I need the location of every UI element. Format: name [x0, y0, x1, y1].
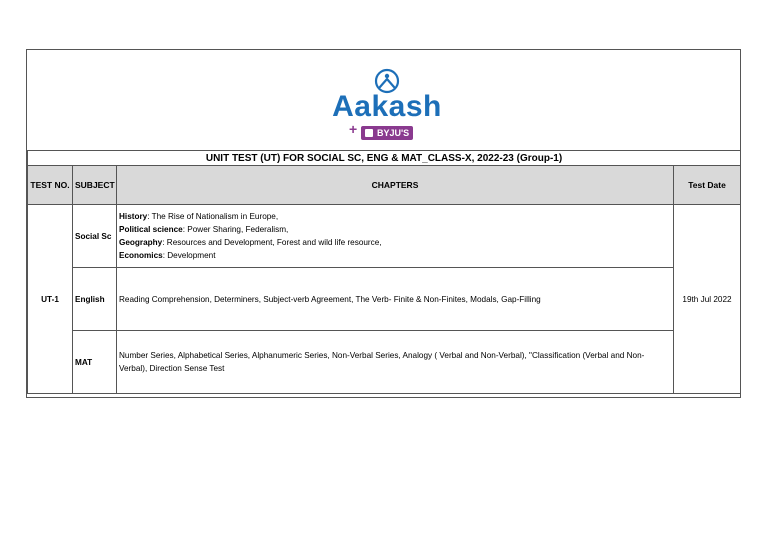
chapter-line [119, 249, 671, 262]
aakash-byjus-logo [327, 68, 447, 146]
chapters-cell [117, 205, 674, 268]
partner-badge [361, 126, 413, 140]
header-row [28, 166, 741, 205]
table-row [28, 268, 741, 331]
table-row [28, 205, 741, 268]
unit-test-table [27, 150, 741, 394]
subject-cell: MAT [73, 331, 117, 394]
page-title: UNIT TEST (UT) FOR SOCIAL SC, ENG & MAT_CLASS-X, 2022-23 (Group-1) [28, 151, 741, 166]
test-date: 19th Jul 2022 [674, 205, 741, 394]
chapter-line [119, 236, 671, 249]
chapter-text: : The Rise of Nationalism in Europe, [147, 212, 279, 221]
chapter-text: : Power Sharing, Federalism, [182, 225, 289, 234]
header-chapters: CHAPTERS [117, 166, 674, 205]
chapter-text: : Development [162, 251, 216, 260]
chapters-cell: Reading Comprehension, Determiners, Subject-verb Agreement, The Verb- Finite & Non-Finites, Modals, Gap-Filling [117, 268, 674, 331]
chapter-text: : Resources and Development, Forest and wild life resource, [162, 238, 382, 247]
chapters-cell: Number Series, Alphabetical Series, Alphanumeric Series, Non-Verbal Series, Analogy ( Verbal and Non-Verbal), "Classification (Verbal and Non-Verbal), Direction Sense Test [117, 331, 674, 394]
chapter-line [119, 223, 671, 236]
partner-name: BYJU'S [377, 128, 410, 138]
plus-icon: + [349, 121, 358, 137]
table-row [28, 331, 741, 394]
subject-cell: English [73, 268, 117, 331]
logo-area [27, 50, 740, 150]
byjus-mark-icon [365, 129, 373, 137]
brand-name: Aakash [332, 90, 442, 123]
schedule-sheet [26, 49, 741, 398]
chapter-line [119, 210, 671, 223]
chapter-label: Geography [119, 238, 163, 247]
test-number: UT-1 [28, 205, 73, 394]
header-subject: SUBJECT [73, 166, 117, 205]
header-test-date: Test Date [674, 166, 741, 205]
chapter-label: History [119, 212, 148, 221]
header-test-no: TEST NO. [28, 166, 73, 205]
subject-cell: Social Sc [73, 205, 117, 268]
title-row [28, 151, 741, 166]
chapter-label: Economics [119, 251, 163, 260]
chapter-label: Political science [119, 225, 183, 234]
